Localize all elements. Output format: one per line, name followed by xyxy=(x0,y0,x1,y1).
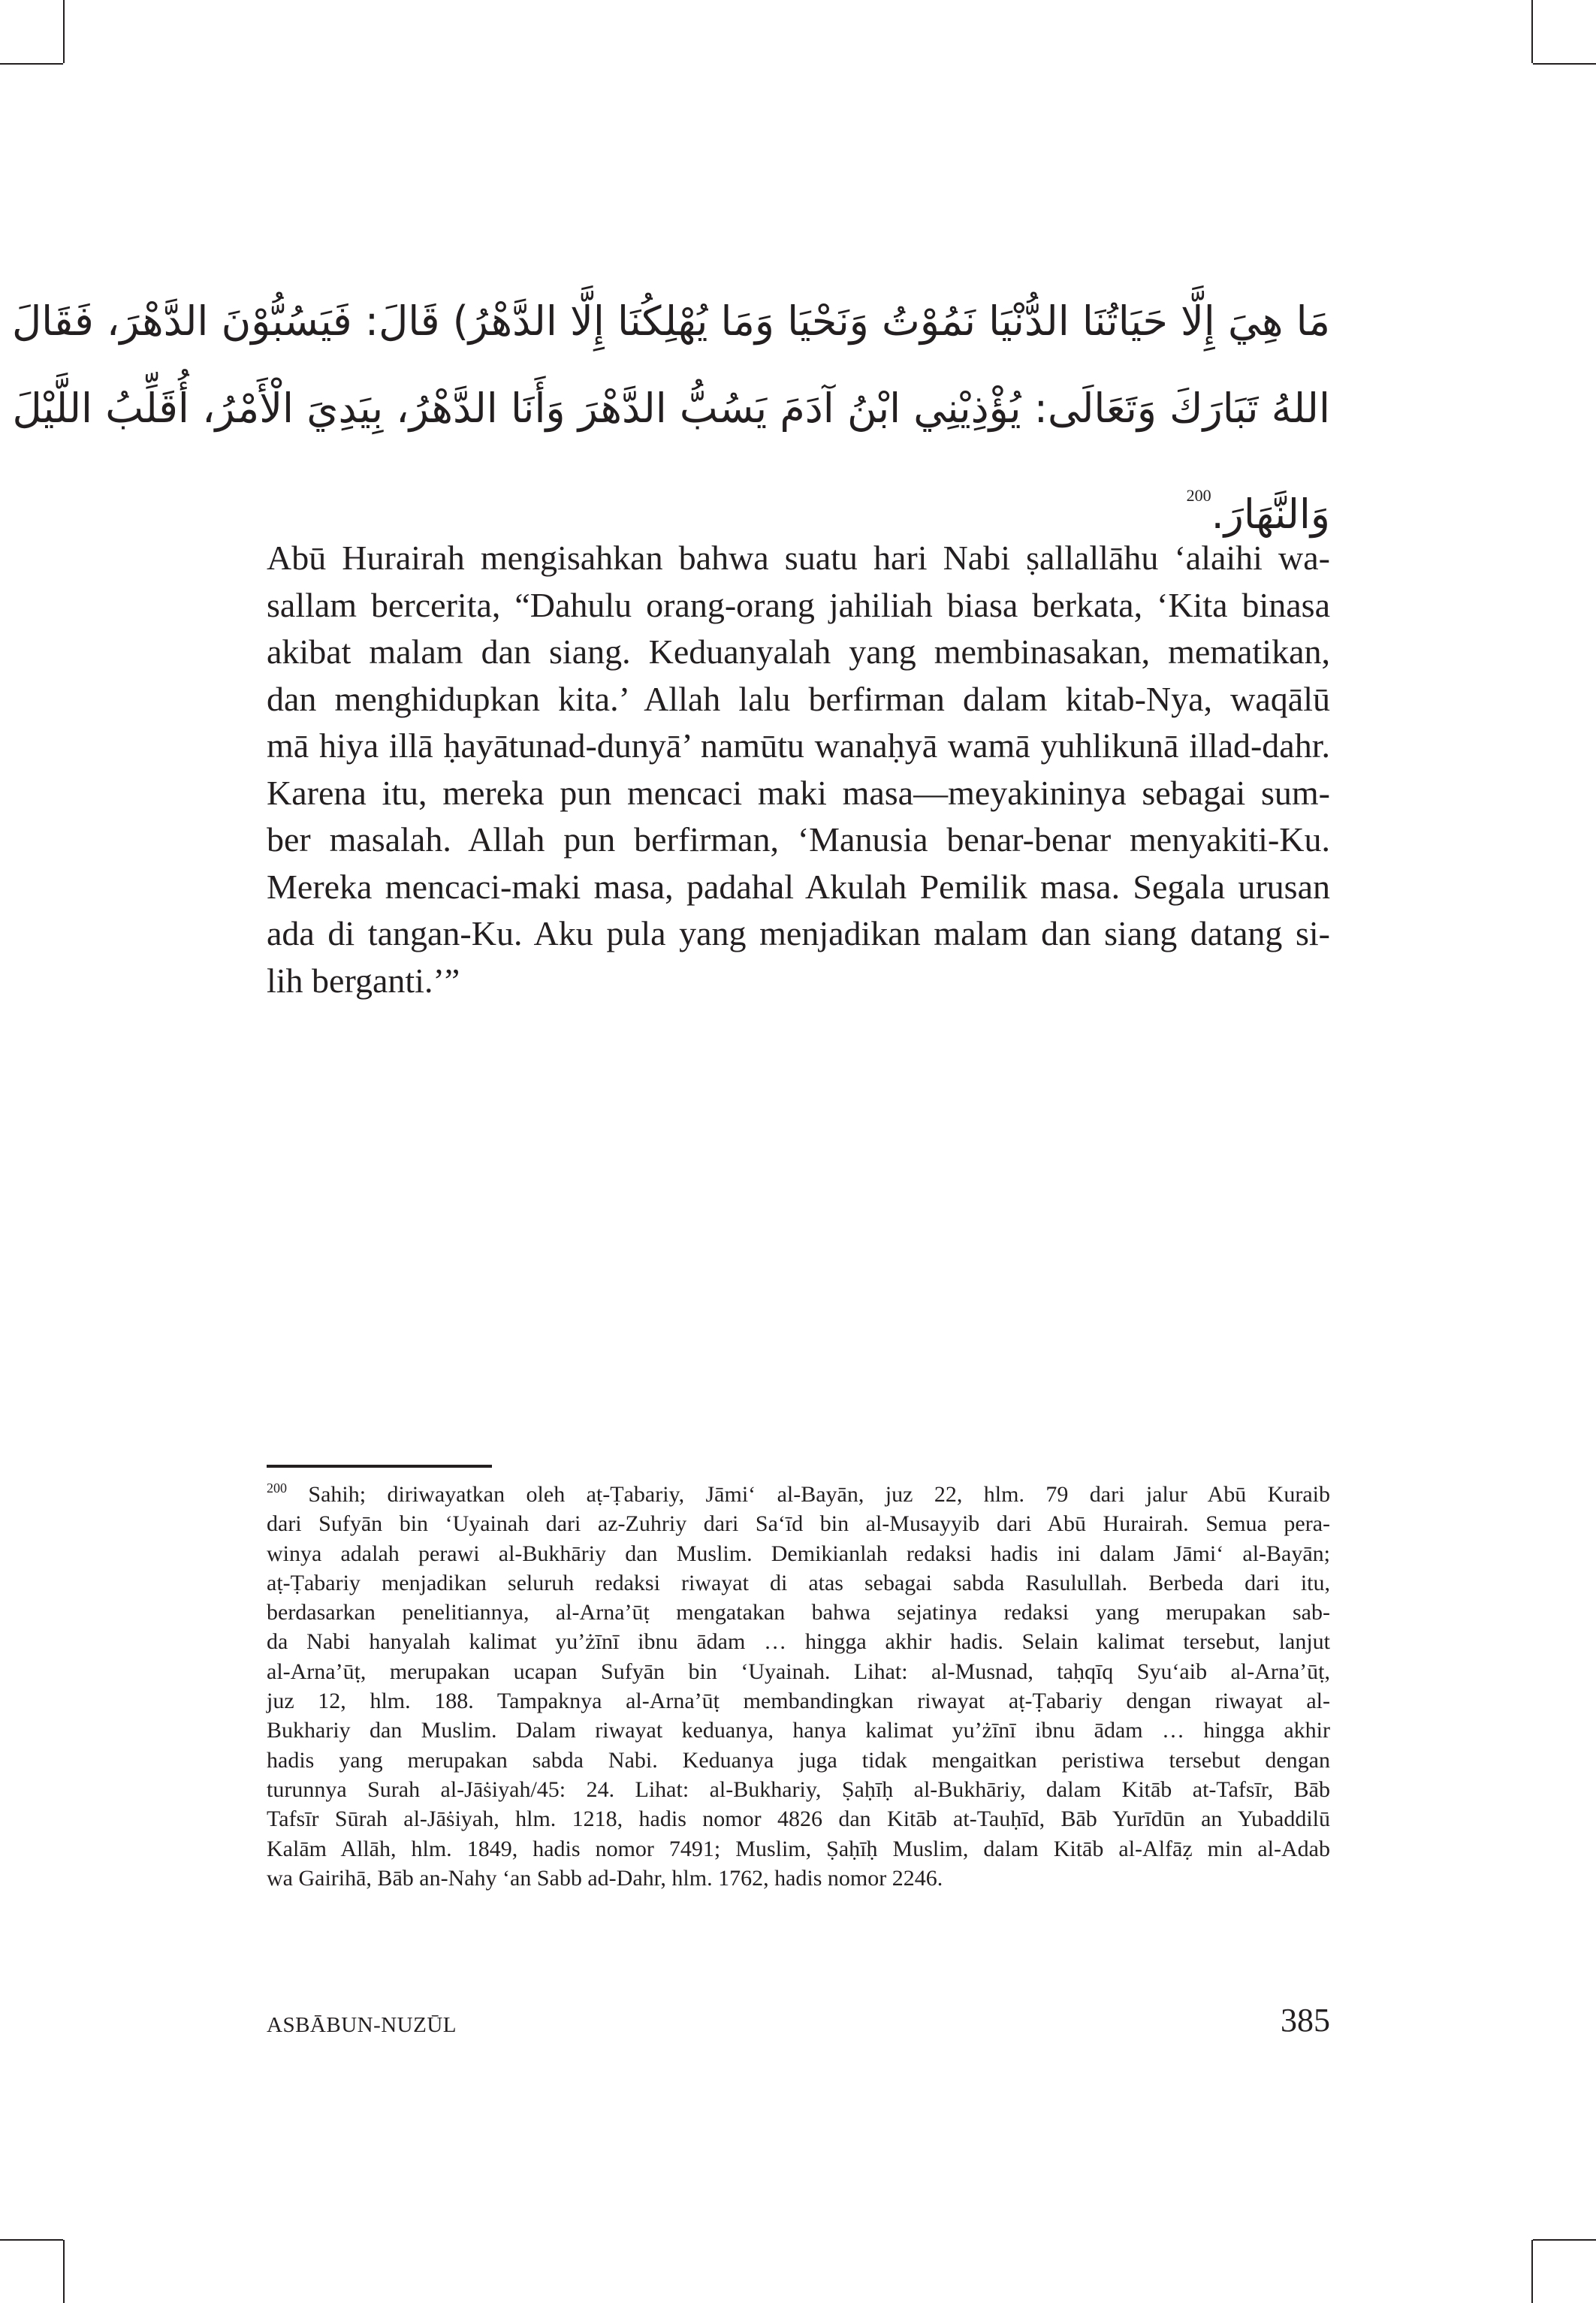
crop-mark-bottom-left-h xyxy=(0,2239,63,2241)
footnote xyxy=(267,1474,1330,1893)
footnote-line: turunnya Surah al-Jāṡiyah/45: 24. Lihat: al-Bukhariy, Ṣaḥīḥ al-Bukhāriy, dalam Kitāb at-Tafsīr, Bāb xyxy=(267,1776,1330,1802)
footnote-divider xyxy=(267,1465,492,1468)
paragraph-line: ber masalah. Allah pun berfirman, ‘Manusia benar-benar menyakiti-Ku. xyxy=(267,820,1330,859)
footnote-line: Tafsīr Sūrah al-Jāṡiyah, hlm. 1218, hadis nomor 4826 dan Kitāb at-Tauḥīd, Bāb Yurīdūn an Yubaddilū xyxy=(267,1806,1330,1832)
paragraph-line: akibat malam dan siang. Keduanyalah yang membinasakan, mematikan, xyxy=(267,632,1330,671)
paragraph-line: sallam bercerita, “Dahulu orang-orang jahiliah biasa berkata, ‘Kita binasa xyxy=(267,585,1330,624)
paragraph-line: Abū Hurairah mengisahkan bahwa suatu hari Nabi ṣallallāhu ‘alaihi wa- xyxy=(267,539,1330,577)
footnote-line: Bukhariy dan Muslim. Dalam riwayat keduanya, hanya kalimat yu’żīnī ibnu ādam … hingga akhir xyxy=(267,1718,1330,1743)
translation-paragraph xyxy=(267,535,1330,1004)
footnote-line: al-Arna’ūṭ, merupakan ucapan Sufyān bin ‘Uyainah. Lihat: al-Musnad, taḥqīq Syu‘aib al-Arna’ūṭ, xyxy=(267,1659,1330,1684)
paragraph-line: Karena itu, mereka pun mencaci maki masa—meyakininya sebagai sum- xyxy=(267,773,1330,812)
paragraph-line: mā hiya illā ḥayātunad-dunyā’ namūtu wanaḥyā wamā yuhlikunā illad-dahr. xyxy=(267,726,1330,765)
footnote-line: hadis yang merupakan sabda Nabi. Keduanya juga tidak mengaitkan peristiwa tersebut dengan xyxy=(267,1747,1330,1773)
paragraph-line: Mereka mencaci-maki masa, padahal Akulah Pemilik masa. Segala urusan xyxy=(267,867,1330,906)
running-head: ASBĀBUN-NUZŪL xyxy=(267,2013,457,2037)
crop-mark-bottom-right xyxy=(1531,2240,1533,2303)
footnote-line: wa Gairihā, Bāb an-Nahy ‘an Sabb ad-Dahr, hlm. 1762, hadis nomor 2246. xyxy=(267,1865,943,1891)
footnote-line: juz 12, hlm. 188. Tampaknya al-Arna’ūṭ membandingkan riwayat aṭ-Ṭabariy dengan riwayat al- xyxy=(267,1689,1330,1714)
crop-mark-top-left-h xyxy=(0,63,63,65)
crop-mark-bottom-left xyxy=(63,2240,65,2303)
arabic-hadith-text xyxy=(11,278,1330,558)
footnote-line: winya adalah perawi al-Bukhāriy dan Muslim. Demikianlah redaksi hadis ini dalam Jāmi‘ al-Bayān; xyxy=(267,1541,1330,1566)
footnote-line: Kalām Allāh, hlm. 1849, hadis nomor 7491; Muslim, Ṣaḥīḥ Muslim, dalam Kitāb al-Alfāẓ min al-Adab xyxy=(267,1836,1330,1861)
crop-mark-bottom-right-h xyxy=(1533,2239,1596,2241)
footnote-line: berdasarkan penelitiannya, al-Arna’ūṭ mengatakan bahwa sejatinya redaksi yang merupakan sab- xyxy=(267,1600,1330,1625)
footnote-line-text: Sahih; diriwayatkan oleh aṭ-Ṭabariy, Jāmi‘ al-Bayān, juz 22, hlm. 79 dari jalur Abū Kuraib xyxy=(308,1482,1330,1507)
crop-mark-top-left xyxy=(63,0,65,63)
page-number: 385 xyxy=(1281,2002,1330,2039)
footnote-line: da Nabi hanyalah kalimat yu’żīnī ibnu ādam … hingga akhir hadis. Selain kalimat tersebut, lanjut xyxy=(267,1629,1330,1655)
paragraph-line: lih berganti.’” xyxy=(267,961,460,1000)
crop-mark-top-right xyxy=(1531,0,1533,63)
crop-mark-top-right-h xyxy=(1533,63,1596,65)
footnote-line xyxy=(267,1474,1330,1509)
footnote-reference: 200 xyxy=(1186,486,1211,505)
arabic-line: اللهُ تَبَارَكَ وَتَعَالَى: يُؤْذِيْنِي ابْنُ آدَمَ يَسُبُّ الدَّهْرَ وَأَنَا الدَّهْرُ، بِيَدِيَ الْأَمْرُ، أُقَلِّبُ اللَّيْلَ xyxy=(12,385,1330,432)
paragraph-line: dan menghidupkan kita.’ Allah lalu berfirman dalam kitab-Nya, waqālū xyxy=(267,679,1330,718)
paragraph-line: ada di tangan-Ku. Aku pula yang menjadikan malam dan siang datang si- xyxy=(267,914,1330,952)
footnote-line: aṭ-Ṭabariy menjadikan seluruh redaksi riwayat di atas sebagai sabda Rasulullah. Berbeda dari itu, xyxy=(267,1570,1330,1595)
footnote-number: 200 xyxy=(267,1480,287,1496)
footnote-line: dari Sufyān bin ‘Uyainah dari az-Zuhriy dari Sa‘īd bin al-Musayyib dari Abū Hurairah. Semua pera- xyxy=(267,1511,1330,1537)
arabic-line-text: وَالنَّهَارَ. xyxy=(1211,490,1330,538)
arabic-line: مَا هِيَ إِلَّا حَيَاتُنَا الدُّنْيَا نَمُوْتُ وَنَحْيَا وَمَا يُهْلِكُنَا إِلَّا الدَّهْرُ) قَالَ: فَيَسُبُّوْنَ الدَّهْرَ، فَقَالَ xyxy=(11,297,1330,345)
